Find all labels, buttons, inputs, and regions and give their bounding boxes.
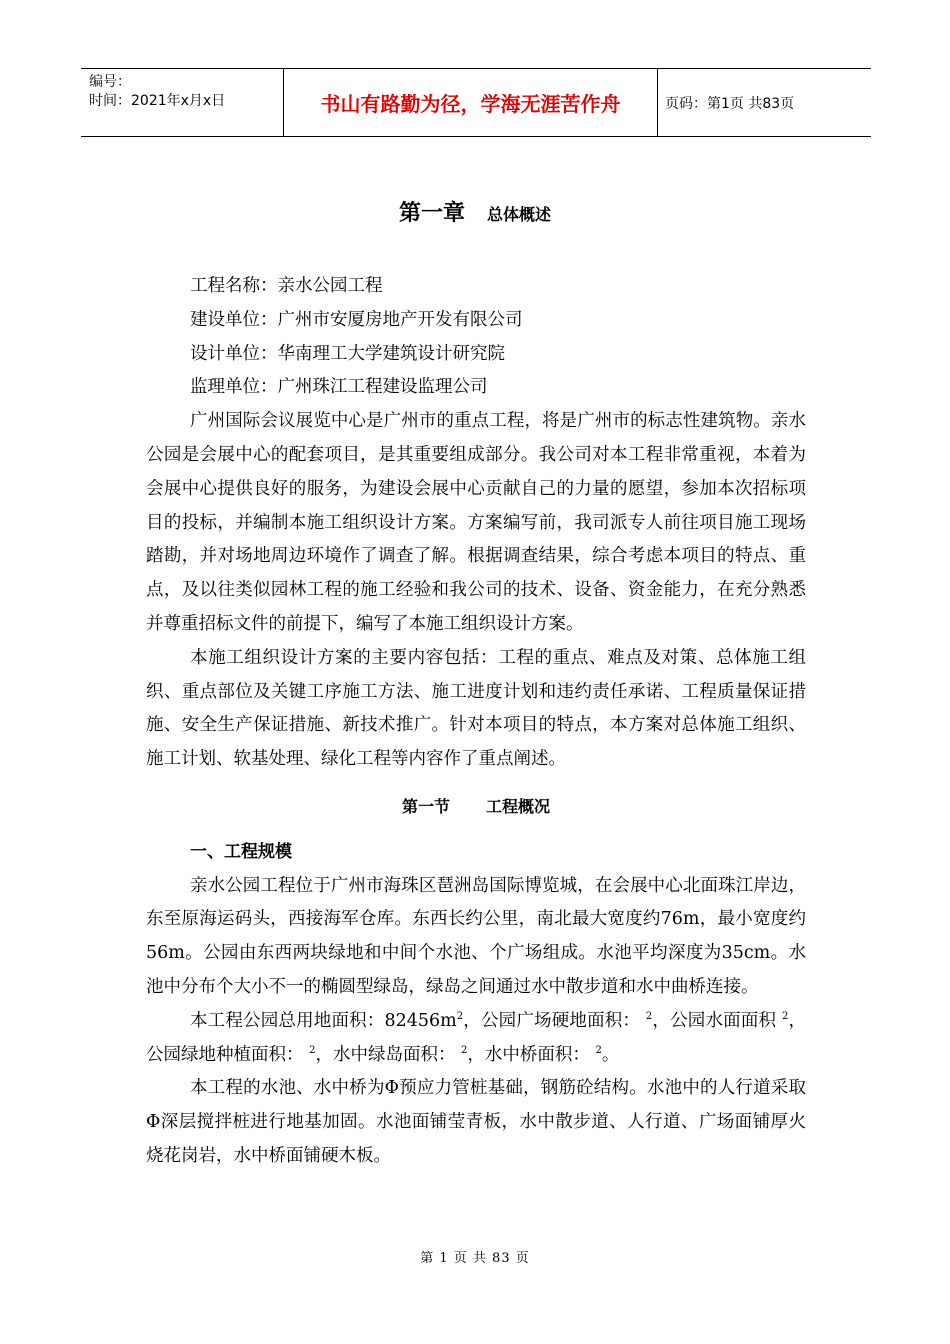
page-header [81,68,871,137]
project-info-line: 建设单位：广州市安厦房地产开发有限公司 [190,309,523,330]
area-text: 本工程公园总用地面积：82456m [190,1010,457,1031]
superscript: 2 [461,1044,468,1056]
document-number-label: 编号： [89,74,131,90]
project-info-line: 设计单位：华南理工大学建筑设计研究院 [190,343,505,364]
intro-paragraph: 广州国际会议展览中心是广州市的重点工程，将是广州市的标志性建筑物。亲水公园是会展中心的配套项目，是其重要组成部分。我公司对本工程非常重视，本着为会展中心提供良好的服务，为建设会展中心贡献自己的力量的愿望，参加本次招标项目的投标，并编制本施工组织设计方案。方案编写前，我司派专人前往项目施工现场踏勘，并对场地周边环境作了调查了解。根据调查结果，综合考虑本项目的特点、重点，及以往类似园林工程的施工经验和我公司的技术、设备、资金能力，在充分熟悉并尊重招标文件的前提下，编写了本施工组织设计方案。 [146,411,806,634]
chapter-title: 总体概述 [487,205,552,224]
section-heading [146,790,806,824]
chapter-number: 第一章 [398,201,465,226]
superscript: 2 [595,1044,602,1056]
area-text: ，公园绿地种植面积： [146,1010,806,1065]
document-date: 时间：2021年x月x日 [89,93,226,109]
structure-paragraph: 本工程的水池、水中桥为Φ预应力管桩基础，钢筋砼结构。水池中的人行道采取Φ深层搅拌桩进行地基加固。水池面铺莹青板，水中散步道、人行道、广场面铺厚火烧花岗岩，水中桥面铺硬木板。 [146,1078,806,1166]
superscript: 2 [781,1010,789,1022]
area-text: ，水中绿岛面积： [315,1044,456,1065]
chapter-heading [0,196,950,227]
area-paragraph [146,1005,806,1073]
header-meta [81,69,283,136]
header-page-info: 页码：第1页 共83页 [665,95,795,112]
area-text: 。 [601,1044,620,1065]
area-text: ，公园水面面积 [652,1010,777,1031]
subsection-title: 一、工程规模 [190,841,292,862]
section-title: 工程概况 [486,796,551,816]
scale-paragraph: 亲水公园工程位于广州市海珠区琶洲岛国际博览城，在会展中心北面珠江岸边，东至原海运码头，西接海军仓库。东西长约公里，南北最大宽度约76m，最小宽度约56m。公园由东西两块绿地和中间个水池、个广场组成。水池平均深度为35cm。水池中分布个大小不一的椭圆型绿岛，绿岛之间通过水中散步道和水中曲桥连接。 [146,875,806,997]
document-body [146,270,806,1174]
page-footer: 第 1 页 共 83 页 [420,1251,530,1266]
intro-paragraph: 本施工组织设计方案的主要内容包括：工程的重点、难点及对策、总体施工组织、重点部位及关键工序施工方法、施工进度计划和违约责任承诺、工程质量保证措施、安全生产保证措施、新技术推广。针对本项目的特点，本方案对总体施工组织、施工计划、软基处理、绿化工程等内容作了重点阐述。 [146,647,806,770]
project-info-line: 工程名称：亲水公园工程 [190,276,383,296]
project-info-line: 监理单位：广州珠江工程建设监理公司 [190,377,488,398]
superscript: 2 [645,1010,653,1022]
superscript: 2 [309,1044,316,1056]
header-motto: 书山有路勤为径，学海无涯苦作舟 [283,69,658,136]
area-text: ，水中桥面积： [467,1044,590,1065]
superscript: 2 [456,1010,464,1022]
section-number: 第一节 [401,796,450,816]
area-text: ，公园广场硬地面积： [463,1010,641,1031]
